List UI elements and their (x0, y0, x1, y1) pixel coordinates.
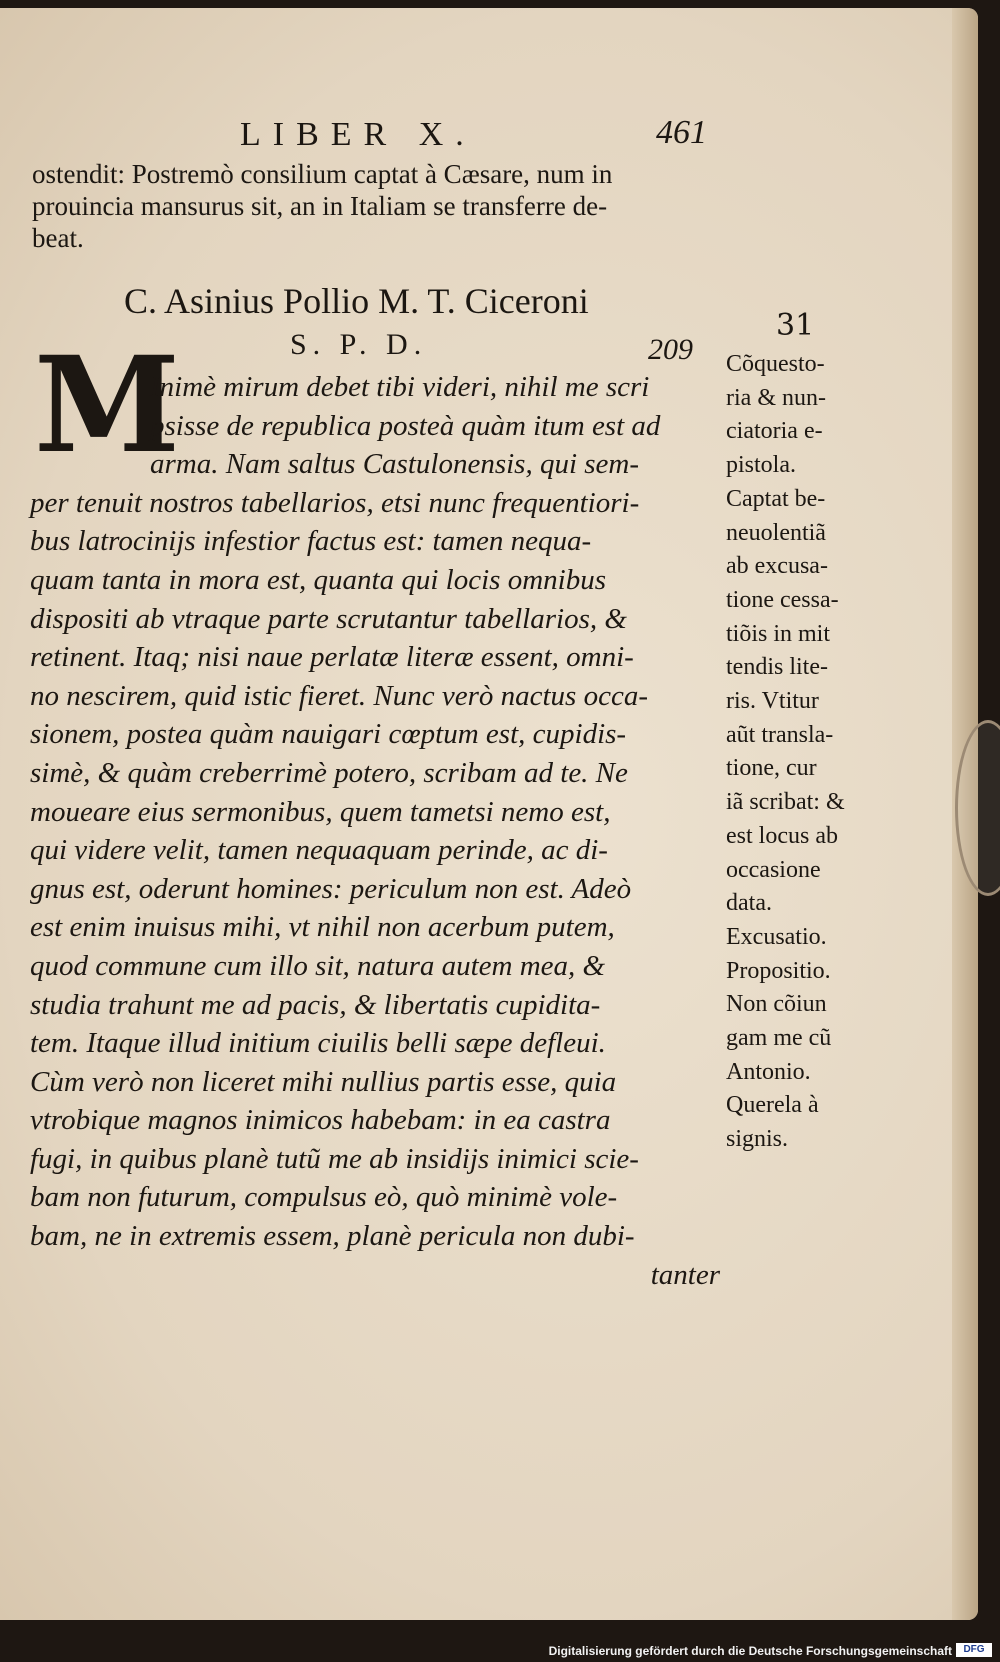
body-line: gnus est, oderunt homines: periculum non est. Adeò (30, 872, 632, 905)
body-line: est enim inuisus mihi, vt nihil non acerbum putem, (30, 911, 615, 944)
body-line: dispositi ab vtraque parte scrutantur tabellarios, & (30, 602, 627, 635)
margin-note: signis. (726, 1126, 789, 1153)
body-line: sionem, postea quàm nauigari cœptum est, cupidis- (30, 718, 627, 751)
body-line: studia trahunt me ad pacis, & libertatis cupidita- (30, 988, 601, 1021)
body-line: moueare eius sermonibus, quem tametsi nemo est, (30, 795, 611, 828)
body-line: per tenuit nostros tabellarios, etsi nunc frequentiori- (30, 486, 640, 519)
margin-note: aũt transla- (726, 721, 834, 748)
margin-note: tione, cur (726, 755, 817, 782)
margin-note: iã scribat: & (726, 789, 845, 816)
book-page (0, 8, 978, 1620)
margin-note: ab excusa- (726, 553, 828, 580)
margin-note: Antonio. (726, 1058, 811, 1085)
handwritten-number: 31 (776, 308, 815, 343)
margin-note: Non cõiun (726, 991, 827, 1018)
margin-note: gam me cũ (726, 1025, 832, 1052)
margin-note: Querela à (726, 1092, 819, 1119)
letter-heading: C. Asinius Pollio M. T. Ciceroni (124, 281, 589, 321)
margin-note: ciatoria e- (726, 418, 823, 445)
body-line: bam non futurum, compulsus eò, quò minimè vole- (30, 1181, 618, 1214)
summary-line: ostendit: Postremò consilium captat à Cæsare, num in (32, 159, 613, 189)
letter-number: 209 (648, 333, 693, 366)
letter-salutation: S. P. D. (290, 328, 428, 361)
letter-body (30, 368, 720, 1294)
body-line: simè, & quàm creberrimè potero, scribam ad te. Ne (30, 756, 628, 789)
margin-note: occasione (726, 856, 821, 883)
page-number: 461 (656, 114, 707, 151)
body-line: retinent. Itaq; nisi naue perlatæ literæ essent, omni- (30, 641, 634, 674)
body-line: vtrobique magnos inimicos habebam: in ea castra (30, 1104, 611, 1137)
margin-note: est locus ab (726, 822, 838, 849)
body-line: psisse de republica posteà quàm itum est ad (150, 409, 661, 442)
margin-note: ria & nun- (726, 384, 826, 411)
margin-note: data. (726, 890, 772, 917)
margin-note: Excusatio. (726, 923, 827, 950)
body-line: quod commune cum illo sit, natura autem mea, & (30, 949, 606, 982)
margin-note: Captat be- (726, 485, 826, 512)
body-line: bam, ne in extremis essem, planè pericula non dubi- (30, 1220, 635, 1253)
body-line: fugi, in quibus planè tutũ me ab insidijs inimici scie- (30, 1142, 639, 1175)
marginal-notes (726, 348, 876, 1157)
body-line: bus latrocinijs infestior factus est: tamen nequa- (30, 525, 592, 558)
summary-line: beat. (32, 223, 84, 253)
body-line: Cùm verò non liceret mihi nullius partis esse, quia (30, 1065, 617, 1098)
summary-line: prouincia mansurus sit, an in Italiam se transferre de- (32, 191, 608, 221)
body-line: no nescirem, quid istic fieret. Nunc verò nactus occa- (30, 679, 648, 712)
body-line: tem. Itaque illud initium ciuilis belli sæpe defleui. (30, 1027, 606, 1060)
body-line: arma. Nam saltus Castulonensis, qui sem- (150, 448, 640, 481)
margin-note: ris. Vtitur (726, 688, 819, 715)
margin-note: tiõis in mit (726, 620, 831, 647)
margin-note: tione cessa- (726, 586, 839, 613)
body-line: Inimè mirum debet tibi videri, nihil me scri (150, 371, 650, 403)
summary-paragraph (32, 158, 732, 254)
body-line: quam tanta in mora est, quanta qui locis omnibus (30, 563, 606, 596)
funding-credit: Digitalisierung gefördert durch die Deutsche Forschungsgemeinschaft (548, 1644, 952, 1658)
margin-note: neuolentiã (726, 519, 826, 546)
margin-note: Propositio. (726, 957, 831, 984)
body-line: qui videre velit, tamen nequaquam perinde, ac di- (30, 834, 608, 867)
dfg-logo-icon: DFG (956, 1643, 992, 1657)
margin-note: pistola. (726, 452, 796, 479)
margin-note: tendis lite- (726, 654, 828, 681)
margin-note: Cõquesto- (726, 351, 825, 377)
drop-cap: M (34, 328, 181, 483)
catchword: tanter (650, 1258, 720, 1291)
running-head: LIBER X. (240, 116, 476, 153)
